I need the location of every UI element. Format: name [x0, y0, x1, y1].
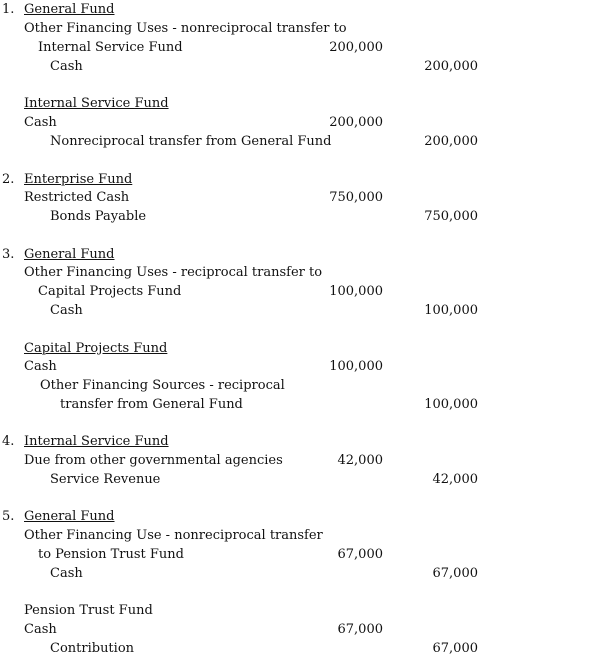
entry-5b-header	[0, 601, 600, 620]
journal-line	[0, 207, 600, 226]
account-name: Restricted Cash	[24, 190, 130, 205]
entry-number: 3.	[2, 247, 15, 262]
account-name: Cash	[50, 303, 83, 318]
entry-5-header	[0, 507, 600, 526]
entry-2-header	[0, 170, 600, 189]
journal-line	[0, 395, 600, 414]
debit-amount: 100,000	[329, 359, 383, 374]
debit-amount: 100,000	[329, 284, 383, 299]
debit-amount: 67,000	[337, 622, 383, 637]
journal-line	[0, 545, 600, 564]
entry-1b-header	[0, 94, 600, 113]
account-name: Other Financing Uses - reciprocal transfer to	[24, 265, 323, 280]
fund-heading: General Fund	[24, 2, 115, 17]
account-name: Due from other governmental agencies	[24, 453, 283, 468]
account-name: transfer from General Fund	[60, 397, 243, 412]
journal-line	[0, 564, 600, 583]
credit-amount: 100,000	[424, 303, 478, 318]
entry-number: 1.	[2, 2, 15, 17]
entry-3b-header	[0, 339, 600, 358]
entry-1-header	[0, 0, 600, 19]
account-name: to Pension Trust Fund	[38, 547, 184, 562]
fund-heading: Enterprise Fund	[24, 172, 133, 187]
journal-line	[0, 57, 600, 76]
journal-line	[0, 132, 600, 151]
credit-amount: 200,000	[424, 134, 478, 149]
entry-number: 4.	[2, 434, 15, 449]
debit-amount: 42,000	[337, 453, 383, 468]
journal-line	[0, 470, 600, 489]
fund-heading: Pension Trust Fund	[24, 603, 153, 618]
fund-heading: General Fund	[24, 247, 115, 262]
account-name: Contribution	[50, 641, 135, 656]
account-name: Cash	[50, 566, 83, 581]
journal-line	[0, 639, 600, 658]
account-name: Service Revenue	[50, 472, 161, 487]
credit-amount: 750,000	[424, 209, 478, 224]
credit-amount: 100,000	[424, 397, 478, 412]
debit-amount: 200,000	[329, 115, 383, 130]
account-name: Other Financing Sources - reciprocal	[40, 378, 285, 393]
credit-amount: 200,000	[424, 59, 478, 74]
journal-line	[0, 282, 600, 301]
account-name: Other Financing Uses - nonreciprocal transfer to	[24, 21, 347, 36]
account-name: Internal Service Fund	[38, 40, 183, 55]
fund-heading: Internal Service Fund	[24, 434, 169, 449]
credit-amount: 42,000	[432, 472, 478, 487]
debit-amount: 200,000	[329, 40, 383, 55]
journal-line	[0, 301, 600, 320]
account-name: Cash	[24, 622, 57, 637]
journal-line	[0, 188, 600, 207]
journal-line	[0, 19, 600, 38]
journal-line	[0, 38, 600, 57]
account-name: Cash	[24, 359, 57, 374]
account-name: Other Financing Use - nonreciprocal transfer	[24, 528, 323, 543]
journal-line	[0, 376, 600, 395]
journal-line	[0, 357, 600, 376]
account-name: Cash	[24, 115, 57, 130]
entry-4-header	[0, 432, 600, 451]
fund-heading: Internal Service Fund	[24, 96, 169, 111]
journal-line	[0, 263, 600, 282]
journal-line	[0, 620, 600, 639]
fund-heading: Capital Projects Fund	[24, 341, 168, 356]
debit-amount: 67,000	[337, 547, 383, 562]
debit-amount: 750,000	[329, 190, 383, 205]
entry-3-header	[0, 245, 600, 264]
account-name: Cash	[50, 59, 83, 74]
account-name: Bonds Payable	[50, 209, 147, 224]
journal-line	[0, 113, 600, 132]
journal-line	[0, 451, 600, 470]
credit-amount: 67,000	[432, 641, 478, 656]
account-name: Capital Projects Fund	[38, 284, 182, 299]
journal-line	[0, 526, 600, 545]
fund-heading: General Fund	[24, 509, 115, 524]
credit-amount: 67,000	[432, 566, 478, 581]
entry-number: 5.	[2, 509, 15, 524]
account-name: Nonreciprocal transfer from General Fund	[50, 134, 332, 149]
entry-number: 2.	[2, 172, 15, 187]
